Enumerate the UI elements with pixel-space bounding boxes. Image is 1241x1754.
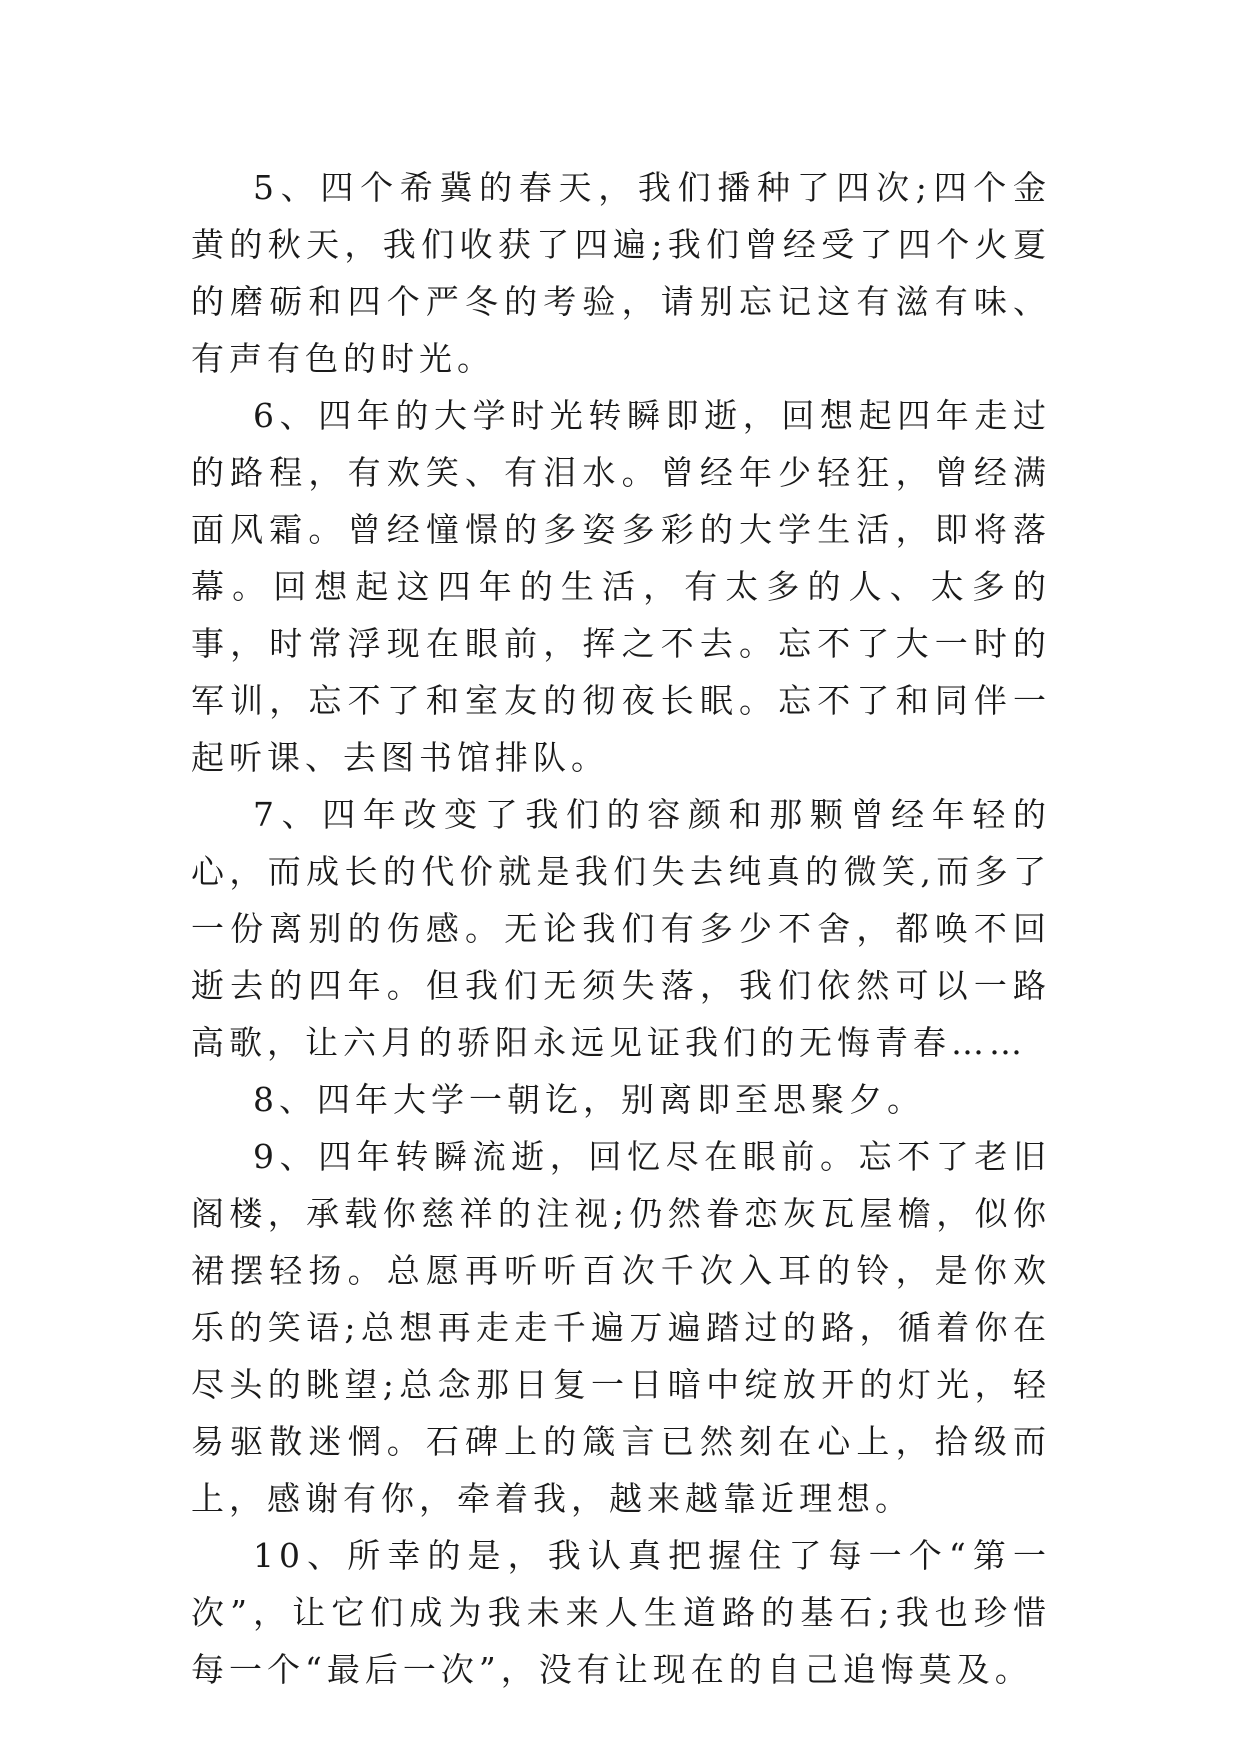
paragraph-10: 10、所幸的是，我认真把握住了每一个“第一次”，让它们成为我未来人生道路的基石;我也珍惜每一个“最后一次”，没有让现在的自己追悔莫及。 <box>191 1536 1051 1689</box>
document-body <box>191 159 1051 1698</box>
paragraph-5: 5、四个希冀的春天，我们播种了四次;四个金黄的秋天，我们收获了四遍;我们曾经受了四个火夏的磨砺和四个严冬的考验，请别忘记这有滋有味、有声有色的时光。 <box>191 168 1051 378</box>
paragraph-7: 7、四年改变了我们的容颜和那颗曾经年轻的心，而成长的代价就是我们失去纯真的微笑,而多了一份离别的伤感。无论我们有多少不舍，都唤不回逝去的四年。但我们无须失落，我们依然可以一路高歌，让六月的骄阳永远见证我们的无悔青春…… <box>191 795 1051 1062</box>
paragraph-8: 8、四年大学一朝讫，别离即至思聚夕。 <box>253 1080 925 1119</box>
paragraph-9: 9、四年转瞬流逝，回忆尽在眼前。忘不了老旧阁楼，承载你慈祥的注视;仍然眷恋灰瓦屋檐，似你裙摆轻扬。总愿再听听百次千次入耳的铃，是你欢乐的笑语;总想再走走千遍万遍踏过的路，循着你在尽头的眺望;总念那日复一日暗中绽放开的灯光，轻易驱散迷惘。石碑上的箴言已然刻在心上，拾级而上，感谢有你，牵着我，越来越靠近理想。 <box>191 1137 1051 1518</box>
paragraph-6: 6、四年的大学时光转瞬即逝，回想起四年走过的路程，有欢笑、有泪水。曾经年少轻狂，曾经满面风霜。曾经憧憬的多姿多彩的大学生活，即将落幕。回想起这四年的生活，有太多的人、太多的事，时常浮现在眼前，挥之不去。忘不了大一时的军训，忘不了和室友的彻夜长眠。忘不了和同伴一起听课、去图书馆排队。 <box>191 396 1051 777</box>
